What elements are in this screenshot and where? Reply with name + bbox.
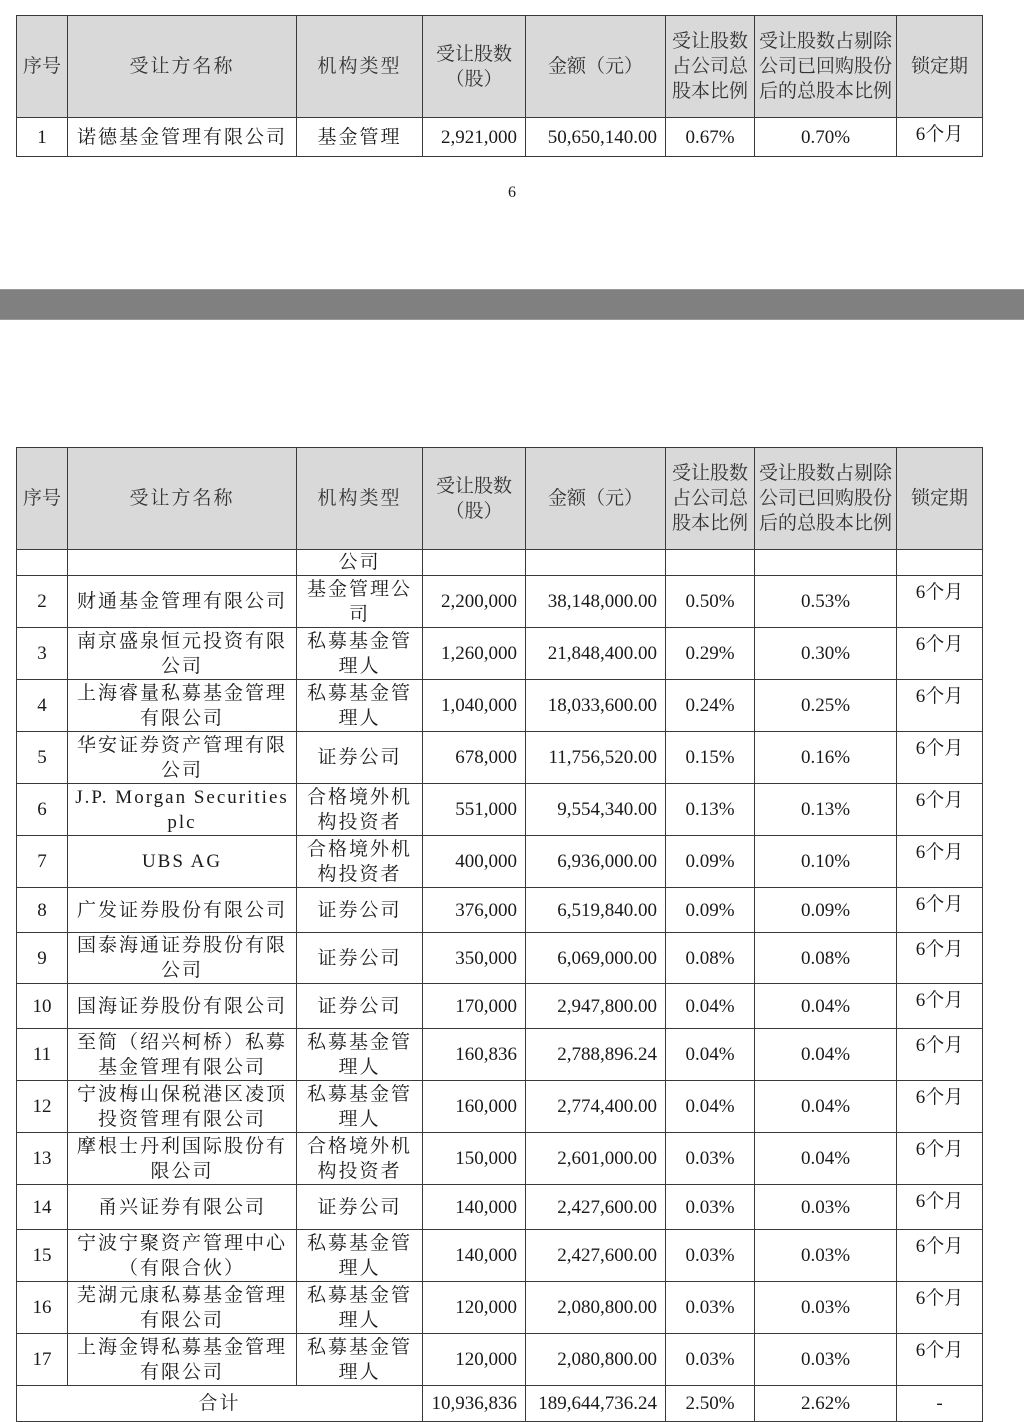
allocation-table-page2 (16, 447, 983, 1422)
cell-seq: 6 (17, 784, 68, 836)
cell-ratio-total: 0.15% (666, 732, 755, 784)
continuation-row (17, 550, 983, 576)
cell-shares: 1,260,000 (423, 628, 526, 680)
cell-seq: 13 (17, 1133, 68, 1185)
header-seq: 序号 (17, 16, 68, 118)
cell-ratio-excl: 0.03% (755, 1282, 897, 1334)
cell-type: 私募基金管理人 (297, 1029, 423, 1081)
cell-ratio-total: 0.08% (666, 933, 755, 984)
cell-shares: 150,000 (423, 1133, 526, 1185)
cell-ratio-total: 0.50% (666, 576, 755, 628)
cell-ratio-total: 0.04% (666, 984, 755, 1029)
cell-type: 基金管理公司 (297, 576, 423, 628)
cell-seq: 8 (17, 888, 68, 933)
header-shares: 受让股数（股） (423, 448, 526, 550)
cell-shares: 2,921,000 (423, 118, 526, 157)
cell-seq: 5 (17, 732, 68, 784)
cell-name: J.P. Morgan Securities plc (68, 784, 297, 836)
cell-lock: 6个月 (897, 118, 983, 157)
cell-name: 上海金锝私募基金管理有限公司 (68, 1334, 297, 1386)
cell-lock: 6个月 (897, 1334, 983, 1386)
cell-type: 公司 (297, 550, 423, 576)
cell-shares: 376,000 (423, 888, 526, 933)
cell-type: 证券公司 (297, 732, 423, 784)
cell-name: 财通基金管理有限公司 (68, 576, 297, 628)
page-number: 6 (508, 184, 516, 201)
cell-amount: 6,936,000.00 (526, 836, 666, 888)
header-name: 受让方名称 (68, 448, 297, 550)
total-ratio-excl: 2.62% (755, 1386, 897, 1422)
cell-ratio-total: 0.29% (666, 628, 755, 680)
header-amount: 金额（元） (526, 448, 666, 550)
cell-lock: 6个月 (897, 836, 983, 888)
total-amount: 189,644,736.24 (526, 1386, 666, 1422)
cell-shares: 400,000 (423, 836, 526, 888)
table-row (17, 784, 983, 836)
cell-seq: 7 (17, 836, 68, 888)
cell-ratio-total: 0.03% (666, 1230, 755, 1282)
cell-ratio-total: 0.03% (666, 1282, 755, 1334)
cell-lock: 6个月 (897, 576, 983, 628)
cell-type: 证券公司 (297, 984, 423, 1029)
cell-amount: 2,080,800.00 (526, 1282, 666, 1334)
cell-ratio-excl: 0.13% (755, 784, 897, 836)
cell-shares: 678,000 (423, 732, 526, 784)
table-row (17, 984, 983, 1029)
cell-type: 合格境外机构投资者 (297, 784, 423, 836)
cell-ratio-total: 0.04% (666, 1081, 755, 1133)
cell-ratio-total: 0.03% (666, 1185, 755, 1230)
cell-lock: 6个月 (897, 1029, 983, 1081)
cell-ratio-excl: 0.04% (755, 984, 897, 1029)
cell-ratio-excl: 0.04% (755, 1029, 897, 1081)
header-name: 受让方名称 (68, 16, 297, 118)
allocation-table-page1 (16, 15, 983, 157)
header-ratio-excl: 受让股数占剔除公司已回购股份后的总股本比例 (755, 448, 897, 550)
cell-ratio-total: 0.24% (666, 680, 755, 732)
cell-name: 至简（绍兴柯桥）私募基金管理有限公司 (68, 1029, 297, 1081)
cell-name: 华安证券资产管理有限公司 (68, 732, 297, 784)
cell-seq: 12 (17, 1081, 68, 1133)
cell-amount: 2,427,600.00 (526, 1185, 666, 1230)
cell-seq: 15 (17, 1230, 68, 1282)
cell-shares: 2,200,000 (423, 576, 526, 628)
cell-amount: 2,427,600.00 (526, 1230, 666, 1282)
header-seq: 序号 (17, 448, 68, 550)
cell-ratio-excl: 0.25% (755, 680, 897, 732)
cell-amount: 9,554,340.00 (526, 784, 666, 836)
cell-amount: 2,774,400.00 (526, 1081, 666, 1133)
table-row (17, 1185, 983, 1230)
cell-lock: 6个月 (897, 784, 983, 836)
cell-lock: 6个月 (897, 933, 983, 984)
cell-name: 上海睿量私募基金管理有限公司 (68, 680, 297, 732)
cell-ratio-excl: 0.04% (755, 1133, 897, 1185)
cell-lock: 6个月 (897, 1133, 983, 1185)
table-row (17, 933, 983, 984)
cell-seq: 3 (17, 628, 68, 680)
cell-name: UBS AG (68, 836, 297, 888)
cell-ratio-excl: 0.04% (755, 1081, 897, 1133)
cell-shares: 160,836 (423, 1029, 526, 1081)
cell-amount: 6,519,840.00 (526, 888, 666, 933)
cell-name: 芜湖元康私募基金管理有限公司 (68, 1282, 297, 1334)
table-row (17, 628, 983, 680)
cell-name: 广发证券股份有限公司 (68, 888, 297, 933)
cell-name: 国泰海通证券股份有限公司 (68, 933, 297, 984)
cell-ratio-excl: 0.10% (755, 836, 897, 888)
cell-shares: 551,000 (423, 784, 526, 836)
cell-amount: 38,148,000.00 (526, 576, 666, 628)
cell-lock: 6个月 (897, 680, 983, 732)
cell-lock: 6个月 (897, 984, 983, 1029)
cell-lock: 6个月 (897, 1185, 983, 1230)
cell-lock: 6个月 (897, 1282, 983, 1334)
cell-shares: 120,000 (423, 1282, 526, 1334)
cell-type: 私募基金管理人 (297, 1081, 423, 1133)
table-row (17, 1334, 983, 1386)
table-row (17, 1029, 983, 1081)
total-shares: 10,936,836 (423, 1386, 526, 1422)
total-ratio-total: 2.50% (666, 1386, 755, 1422)
table-row (17, 732, 983, 784)
cell-ratio-excl: 0.70% (755, 118, 897, 157)
cell-seq: 1 (17, 118, 68, 157)
cell-ratio-excl: 0.03% (755, 1334, 897, 1386)
cell-ratio-excl: 0.09% (755, 888, 897, 933)
cell-seq: 2 (17, 576, 68, 628)
header-ratio-total: 受让股数占公司总股本比例 (666, 16, 755, 118)
cell-ratio-excl: 0.16% (755, 732, 897, 784)
cell-shares: 170,000 (423, 984, 526, 1029)
cell-name: 摩根士丹利国际股份有限公司 (68, 1133, 297, 1185)
table-row (17, 1282, 983, 1334)
cell-amount: 6,069,000.00 (526, 933, 666, 984)
cell-name: 国海证券股份有限公司 (68, 984, 297, 1029)
cell-lock: 6个月 (897, 628, 983, 680)
header-ratio-total: 受让股数占公司总股本比例 (666, 448, 755, 550)
header-amount: 金额（元） (526, 16, 666, 118)
header-type: 机构类型 (297, 16, 423, 118)
table-row (17, 1081, 983, 1133)
cell-type: 私募基金管理人 (297, 628, 423, 680)
cell-seq: 4 (17, 680, 68, 732)
cell-lock: 6个月 (897, 1081, 983, 1133)
cell-type: 私募基金管理人 (297, 1230, 423, 1282)
cell-ratio-excl: 0.03% (755, 1230, 897, 1282)
header-type: 机构类型 (297, 448, 423, 550)
cell-seq: 10 (17, 984, 68, 1029)
cell-seq: 11 (17, 1029, 68, 1081)
cell-name: 宁波梅山保税港区凌顶投资管理有限公司 (68, 1081, 297, 1133)
cell-ratio-excl: 0.08% (755, 933, 897, 984)
cell-amount: 11,756,520.00 (526, 732, 666, 784)
cell-ratio-excl: 0.53% (755, 576, 897, 628)
cell-type: 证券公司 (297, 888, 423, 933)
table-row (17, 1230, 983, 1282)
cell-ratio-total: 0.03% (666, 1334, 755, 1386)
cell-name: 甬兴证券有限公司 (68, 1185, 297, 1230)
table-header-row (17, 16, 983, 118)
total-row (17, 1386, 983, 1422)
total-lock: - (897, 1386, 983, 1422)
table-row (17, 888, 983, 933)
cell-ratio-excl: 0.03% (755, 1185, 897, 1230)
cell-type: 证券公司 (297, 1185, 423, 1230)
cell-shares: 120,000 (423, 1334, 526, 1386)
cell-type: 合格境外机构投资者 (297, 1133, 423, 1185)
table-row (17, 836, 983, 888)
cell-type: 私募基金管理人 (297, 680, 423, 732)
cell-type: 私募基金管理人 (297, 1334, 423, 1386)
cell-lock: 6个月 (897, 732, 983, 784)
cell-seq: 9 (17, 933, 68, 984)
cell-ratio-total: 0.04% (666, 1029, 755, 1081)
table-row (17, 576, 983, 628)
cell-name: 诺德基金管理有限公司 (68, 118, 297, 157)
table-row (17, 680, 983, 732)
cell-amount: 2,601,000.00 (526, 1133, 666, 1185)
cell-name: 宁波宁聚资产管理中心（有限合伙） (68, 1230, 297, 1282)
total-label: 合计 (17, 1386, 423, 1422)
cell-name: 南京盛泉恒元投资有限公司 (68, 628, 297, 680)
table-header-row (17, 448, 983, 550)
cell-shares: 160,000 (423, 1081, 526, 1133)
cell-ratio-total: 0.09% (666, 888, 755, 933)
header-shares: 受让股数（股） (423, 16, 526, 118)
cell-amount: 2,947,800.00 (526, 984, 666, 1029)
header-lock: 锁定期 (897, 16, 983, 118)
cell-ratio-total: 0.67% (666, 118, 755, 157)
page-divider (0, 289, 1024, 320)
cell-shares: 1,040,000 (423, 680, 526, 732)
cell-amount: 21,848,400.00 (526, 628, 666, 680)
cell-type: 基金管理 (297, 118, 423, 157)
cell-type: 私募基金管理人 (297, 1282, 423, 1334)
cell-seq: 17 (17, 1334, 68, 1386)
cell-amount: 18,033,600.00 (526, 680, 666, 732)
cell-amount: 50,650,140.00 (526, 118, 666, 157)
cell-lock: 6个月 (897, 1230, 983, 1282)
cell-amount: 2,788,896.24 (526, 1029, 666, 1081)
cell-amount: 2,080,800.00 (526, 1334, 666, 1386)
cell-seq: 14 (17, 1185, 68, 1230)
cell-ratio-total: 0.13% (666, 784, 755, 836)
cell-shares: 140,000 (423, 1185, 526, 1230)
cell-ratio-total: 0.03% (666, 1133, 755, 1185)
cell-ratio-total: 0.09% (666, 836, 755, 888)
header-lock: 锁定期 (897, 448, 983, 550)
cell-seq: 16 (17, 1282, 68, 1334)
cell-ratio-excl: 0.30% (755, 628, 897, 680)
header-ratio-excl: 受让股数占剔除公司已回购股份后的总股本比例 (755, 16, 897, 118)
cell-shares: 140,000 (423, 1230, 526, 1282)
cell-lock: 6个月 (897, 888, 983, 933)
cell-shares: 350,000 (423, 933, 526, 984)
table-row (17, 118, 983, 157)
table-row (17, 1133, 983, 1185)
cell-type: 证券公司 (297, 933, 423, 984)
cell-type: 合格境外机构投资者 (297, 836, 423, 888)
